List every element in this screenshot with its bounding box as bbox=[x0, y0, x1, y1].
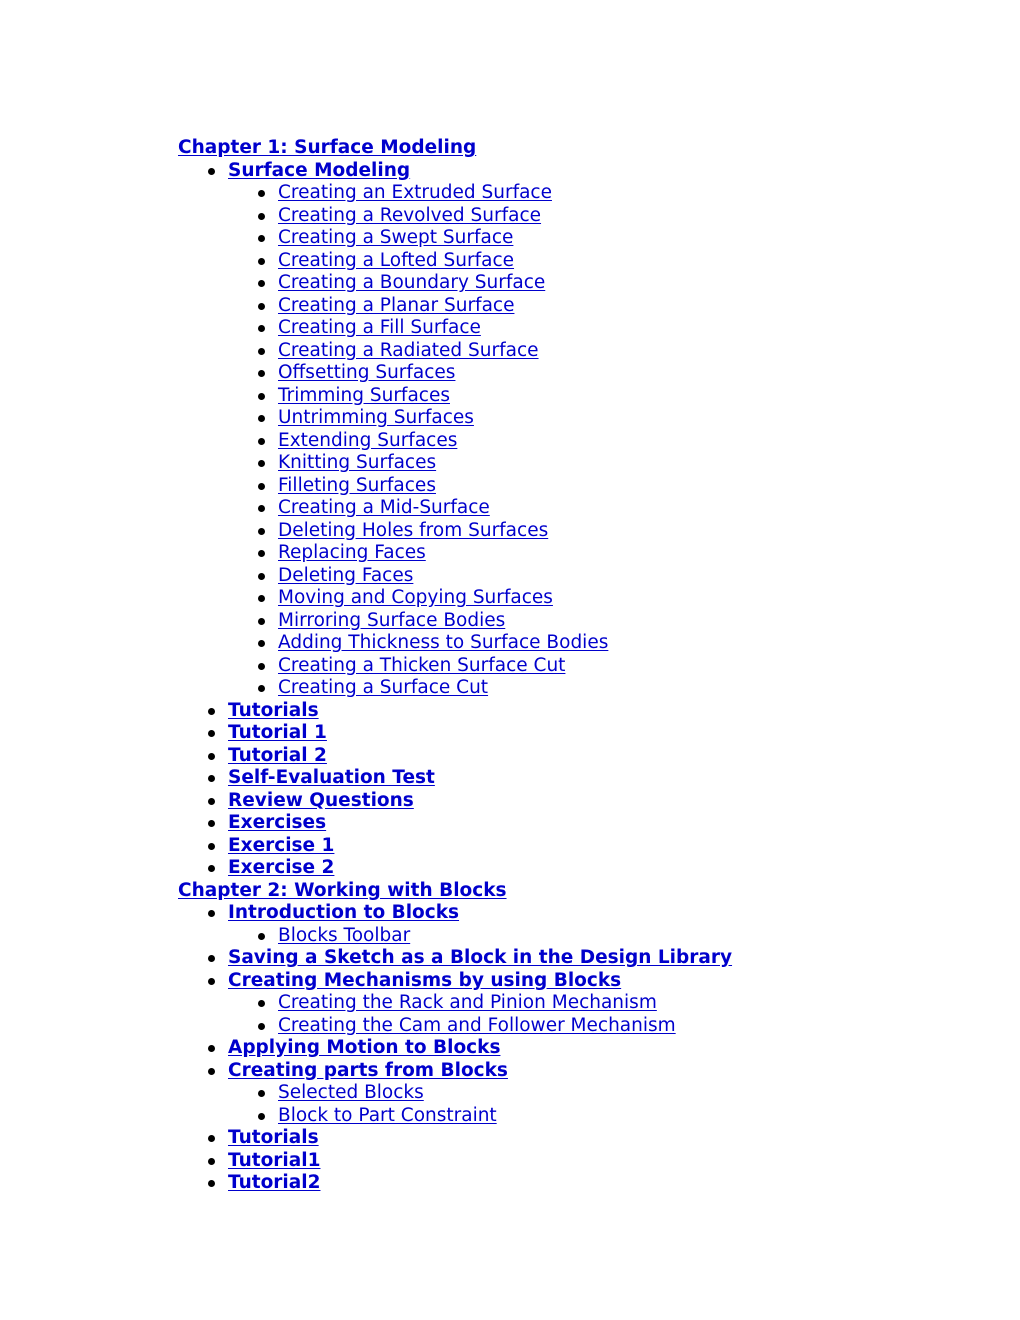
subsection-list-item bbox=[178, 295, 732, 318]
bullet-icon bbox=[258, 1090, 265, 1097]
subsection-link[interactable]: Blocks Toolbar bbox=[278, 924, 411, 946]
section-link[interactable]: Review Questions bbox=[228, 789, 414, 811]
section-list-item bbox=[178, 1037, 732, 1060]
subsection-link[interactable]: Creating a Thicken Surface Cut bbox=[278, 654, 566, 676]
subsection-list-item bbox=[178, 542, 732, 565]
section-list-item bbox=[178, 790, 732, 813]
bullet-icon bbox=[258, 933, 265, 940]
subsection-link[interactable]: Creating a Mid-Surface bbox=[278, 497, 490, 518]
subsection-list-item bbox=[178, 317, 732, 340]
bullet-icon bbox=[258, 393, 265, 400]
section-link[interactable]: Surface Modeling bbox=[228, 159, 411, 181]
section-list-item bbox=[178, 1060, 732, 1083]
subsection-list-item bbox=[178, 385, 732, 408]
section-list-item bbox=[178, 767, 732, 790]
subsection-link[interactable]: Replacing Faces bbox=[278, 542, 426, 563]
section-list-item bbox=[178, 947, 732, 970]
subsection-list-item bbox=[178, 992, 732, 1015]
section-list-item bbox=[178, 812, 732, 835]
section-list-item bbox=[178, 902, 732, 925]
section-list-item bbox=[178, 745, 732, 768]
subsection-list-item bbox=[178, 677, 732, 700]
bullet-icon bbox=[258, 505, 265, 512]
bullet-icon bbox=[258, 370, 265, 377]
bullet-icon bbox=[258, 528, 265, 535]
section-link[interactable]: Tutorial1 bbox=[228, 1149, 321, 1171]
subsection-list-item bbox=[178, 610, 732, 633]
subsection-list-item bbox=[178, 520, 732, 543]
section-list-item bbox=[178, 1172, 732, 1195]
subsection-link[interactable]: Trimming Surfaces bbox=[278, 384, 450, 406]
subsection-link[interactable]: Offsetting Surfaces bbox=[278, 362, 456, 383]
subsection-list-item bbox=[178, 250, 732, 273]
bullet-icon bbox=[208, 865, 215, 872]
bullet-icon bbox=[208, 955, 215, 962]
subsection-link[interactable]: Creating a Fill Surface bbox=[278, 317, 481, 338]
subsection-list-item bbox=[178, 452, 732, 475]
section-link[interactable]: Applying Motion to Blocks bbox=[228, 1037, 501, 1058]
subsection-list-item bbox=[178, 1015, 732, 1038]
bullet-icon bbox=[258, 303, 265, 310]
bullet-icon bbox=[208, 1158, 215, 1165]
subsection-list-item bbox=[178, 587, 732, 610]
subsection-link[interactable]: Creating the Rack and Pinion Mechanism bbox=[278, 992, 657, 1013]
subsection-list-item bbox=[178, 340, 732, 363]
subsection-link[interactable]: Creating a Radiated Surface bbox=[278, 339, 539, 361]
section-link[interactable]: Tutorial 2 bbox=[228, 744, 327, 766]
section-link[interactable]: Creating parts from Blocks bbox=[228, 1059, 508, 1081]
section-link[interactable]: Tutorial2 bbox=[228, 1172, 321, 1193]
table-of-contents bbox=[178, 137, 732, 1195]
bullet-icon bbox=[208, 753, 215, 760]
subsection-link[interactable]: Deleting Faces bbox=[278, 564, 414, 586]
subsection-list-item bbox=[178, 1082, 732, 1105]
bullet-icon bbox=[258, 1000, 265, 1007]
section-list-item bbox=[178, 700, 732, 723]
chapter-link[interactable]: Chapter 1: Surface Modeling bbox=[178, 137, 477, 158]
bullet-icon bbox=[258, 1023, 265, 1030]
section-list-item bbox=[178, 970, 732, 993]
section-list-item bbox=[178, 722, 732, 745]
bullet-icon bbox=[208, 1135, 215, 1142]
bullet-icon bbox=[208, 1068, 215, 1075]
subsection-link[interactable]: Creating a Revolved Surface bbox=[278, 204, 542, 226]
bullet-icon bbox=[258, 438, 265, 445]
bullet-icon bbox=[258, 415, 265, 422]
subsection-link[interactable]: Untrimming Surfaces bbox=[278, 407, 474, 428]
bullet-icon bbox=[208, 775, 215, 782]
subsection-list-item bbox=[178, 182, 732, 205]
section-link[interactable]: Tutorials bbox=[228, 699, 319, 721]
subsection-link[interactable]: Creating a Boundary Surface bbox=[278, 272, 546, 293]
bullet-icon bbox=[208, 708, 215, 715]
bullet-icon bbox=[258, 573, 265, 580]
subsection-list-item bbox=[178, 272, 732, 295]
subsection-link[interactable]: Creating the Cam and Follower Mechanism bbox=[278, 1014, 676, 1036]
subsection-link[interactable]: Creating a Surface Cut bbox=[278, 677, 489, 698]
bullet-icon bbox=[258, 685, 265, 692]
bullet-icon bbox=[258, 258, 265, 265]
subsection-link[interactable]: Knitting Surfaces bbox=[278, 452, 437, 473]
subsection-list-item bbox=[178, 205, 732, 228]
section-list-item bbox=[178, 1127, 732, 1150]
bullet-icon bbox=[208, 910, 215, 917]
subsection-list-item bbox=[178, 632, 732, 655]
bullet-icon bbox=[258, 460, 265, 467]
subsection-link[interactable]: Extending Surfaces bbox=[278, 429, 458, 451]
section-link[interactable]: Saving a Sketch as a Block in the Design Library bbox=[228, 947, 733, 968]
section-link[interactable]: Introduction to Blocks bbox=[228, 902, 460, 923]
section-link[interactable]: Creating Mechanisms by using Blocks bbox=[228, 969, 622, 991]
subsection-link[interactable]: Deleting Holes from Surfaces bbox=[278, 519, 549, 541]
section-list-item bbox=[178, 835, 732, 858]
bullet-icon bbox=[258, 190, 265, 197]
bullet-icon bbox=[258, 280, 265, 287]
bullet-icon bbox=[258, 213, 265, 220]
bullet-icon bbox=[258, 663, 265, 670]
section-link[interactable]: Exercise 2 bbox=[228, 857, 335, 878]
section-link[interactable]: Exercises bbox=[228, 812, 327, 833]
section-link[interactable]: Self-Evaluation Test bbox=[228, 767, 435, 788]
bullet-icon bbox=[208, 798, 215, 805]
bullet-icon bbox=[258, 618, 265, 625]
subsection-link[interactable]: Filleting Surfaces bbox=[278, 474, 436, 496]
subsection-list-item bbox=[178, 430, 732, 453]
subsection-list-item bbox=[178, 655, 732, 678]
chapter-link[interactable]: Chapter 2: Working with Blocks bbox=[178, 879, 507, 901]
subsection-link[interactable]: Creating a Planar Surface bbox=[278, 294, 515, 316]
subsection-list-item bbox=[178, 362, 732, 385]
bullet-icon bbox=[258, 595, 265, 602]
subsection-list-item bbox=[178, 1105, 732, 1128]
section-link[interactable]: Exercise 1 bbox=[228, 834, 335, 856]
bullet-icon bbox=[258, 325, 265, 332]
bullet-icon bbox=[208, 1045, 215, 1052]
subsection-list-item bbox=[178, 475, 732, 498]
section-list-item bbox=[178, 1150, 732, 1173]
bullet-icon bbox=[208, 730, 215, 737]
subsection-link[interactable]: Mirroring Surface Bodies bbox=[278, 609, 506, 631]
bullet-icon bbox=[208, 820, 215, 827]
chapter-heading bbox=[178, 137, 732, 160]
section-list-item bbox=[178, 160, 732, 183]
bullet-icon bbox=[258, 235, 265, 242]
chapter-heading bbox=[178, 880, 732, 903]
bullet-icon bbox=[258, 483, 265, 490]
bullet-icon bbox=[258, 1113, 265, 1120]
bullet-icon bbox=[258, 640, 265, 647]
subsection-list-item bbox=[178, 497, 732, 520]
section-link[interactable]: Tutorial 1 bbox=[228, 722, 327, 743]
subsection-link[interactable]: Moving and Copying Surfaces bbox=[278, 587, 553, 608]
bullet-icon bbox=[208, 978, 215, 985]
subsection-link[interactable]: Creating a Lofted Surface bbox=[278, 249, 515, 271]
subsection-link[interactable]: Creating a Swept Surface bbox=[278, 227, 514, 248]
bullet-icon bbox=[208, 168, 215, 175]
subsection-link[interactable]: Block to Part Constraint bbox=[278, 1104, 497, 1126]
bullet-icon bbox=[258, 550, 265, 557]
subsection-list-item bbox=[178, 925, 732, 948]
subsection-link[interactable]: Creating an Extruded Surface bbox=[278, 182, 552, 203]
section-link[interactable]: Tutorials bbox=[228, 1127, 319, 1148]
bullet-icon bbox=[258, 348, 265, 355]
subsection-list-item bbox=[178, 407, 732, 430]
subsection-link[interactable]: Selected Blocks bbox=[278, 1082, 424, 1103]
subsection-list-item bbox=[178, 565, 732, 588]
bullet-icon bbox=[208, 1180, 215, 1187]
subsection-link[interactable]: Adding Thickness to Surface Bodies bbox=[278, 632, 609, 653]
bullet-icon bbox=[208, 843, 215, 850]
subsection-list-item bbox=[178, 227, 732, 250]
section-list-item bbox=[178, 857, 732, 880]
